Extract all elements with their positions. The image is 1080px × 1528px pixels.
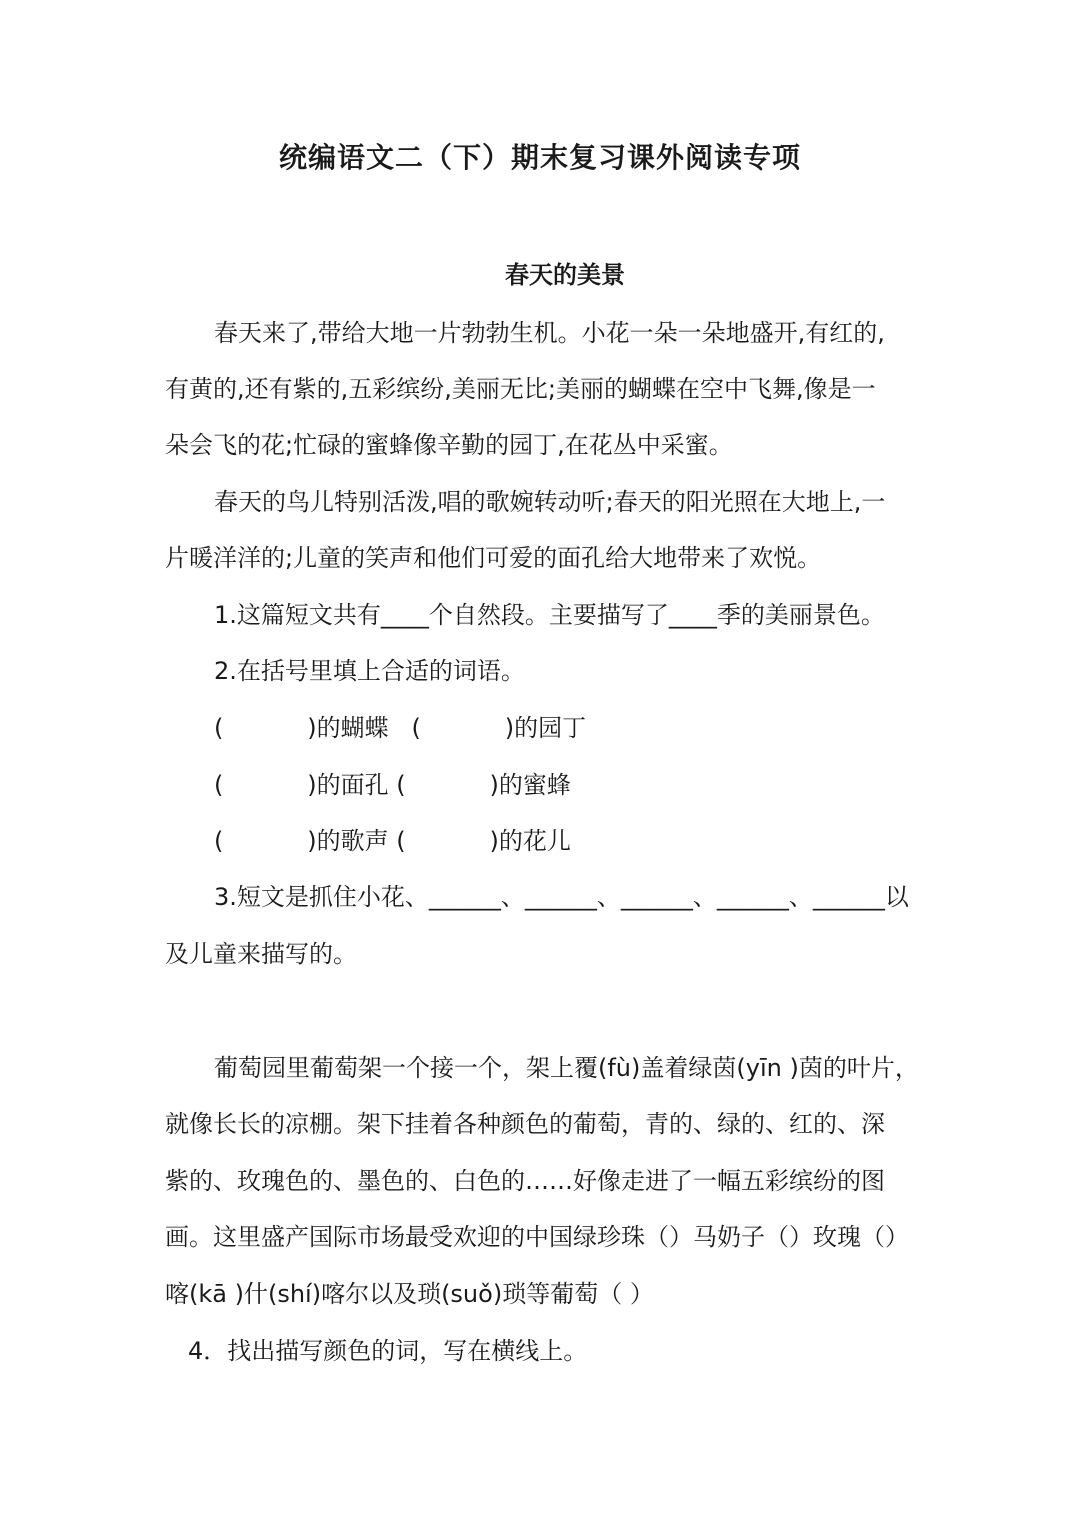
- paragraph-line: 画。这里盛产国际市场最受欢迎的中国绿珍珠（）马奶子（）玫瑰（）: [165, 1223, 909, 1251]
- question-4: 4．找出描写颜色的词，写在横线上。: [188, 1337, 588, 1365]
- paragraph-line: 喀(kā )什(shí)喀尔以及琐(suǒ)琐等葡萄（ ）: [165, 1280, 654, 1308]
- question-1: 1.这篇短文共有____个自然段。主要描写了____季的美丽景色。: [214, 601, 885, 629]
- paragraph-line: 片暖洋洋的;儿童的笑声和他们可爱的面孔给大地带来了欢悦。: [165, 544, 822, 572]
- paragraph-line: 就像长长的凉棚。架下挂着各种颜色的葡萄，青的、绿的、红的、深: [165, 1110, 885, 1138]
- paragraph-line: 有黄的,还有紫的,五彩缤纷,美丽无比;美丽的蝴蝶在空中飞舞,像是一: [165, 375, 876, 403]
- paragraph-line: 朵会飞的花;忙碌的蜜蜂像辛勤的园丁,在花丛中采蜜。: [165, 431, 733, 459]
- passage-title: 春天的美景: [505, 261, 625, 289]
- question-3-continued: 及儿童来描写的。: [165, 940, 357, 968]
- paragraph-line: 紫的、玫瑰色的、墨色的、白色的……好像走进了一幅五彩缤纷的图: [165, 1167, 885, 1195]
- paragraph-line: 春天的鸟儿特别活泼,唱的歌婉转动听;春天的阳光照在大地上,一: [214, 488, 886, 516]
- question-3: 3.短文是抓住小花、______、______、______、______、______以: [214, 883, 909, 911]
- question-2: 2.在括号里填上合适的词语。: [214, 657, 525, 685]
- fill-blank-row: ( )的歌声 ( )的花儿: [214, 827, 571, 855]
- fill-blank-row: ( )的面孔 ( )的蜜蜂: [214, 771, 571, 799]
- document-title: 统编语文二（下）期末复习课外阅读专项: [278, 141, 801, 174]
- paragraph-line: 春天来了,带给大地一片勃勃生机。小花一朵一朵地盛开,有红的,: [214, 319, 885, 347]
- fill-blank-row: ( )的蝴蝶 ( )的园丁: [214, 714, 587, 742]
- paragraph-line: 葡萄园里葡萄架一个接一个，架上覆(fù)盖着绿茵(yīn )茵的叶片，: [214, 1054, 919, 1082]
